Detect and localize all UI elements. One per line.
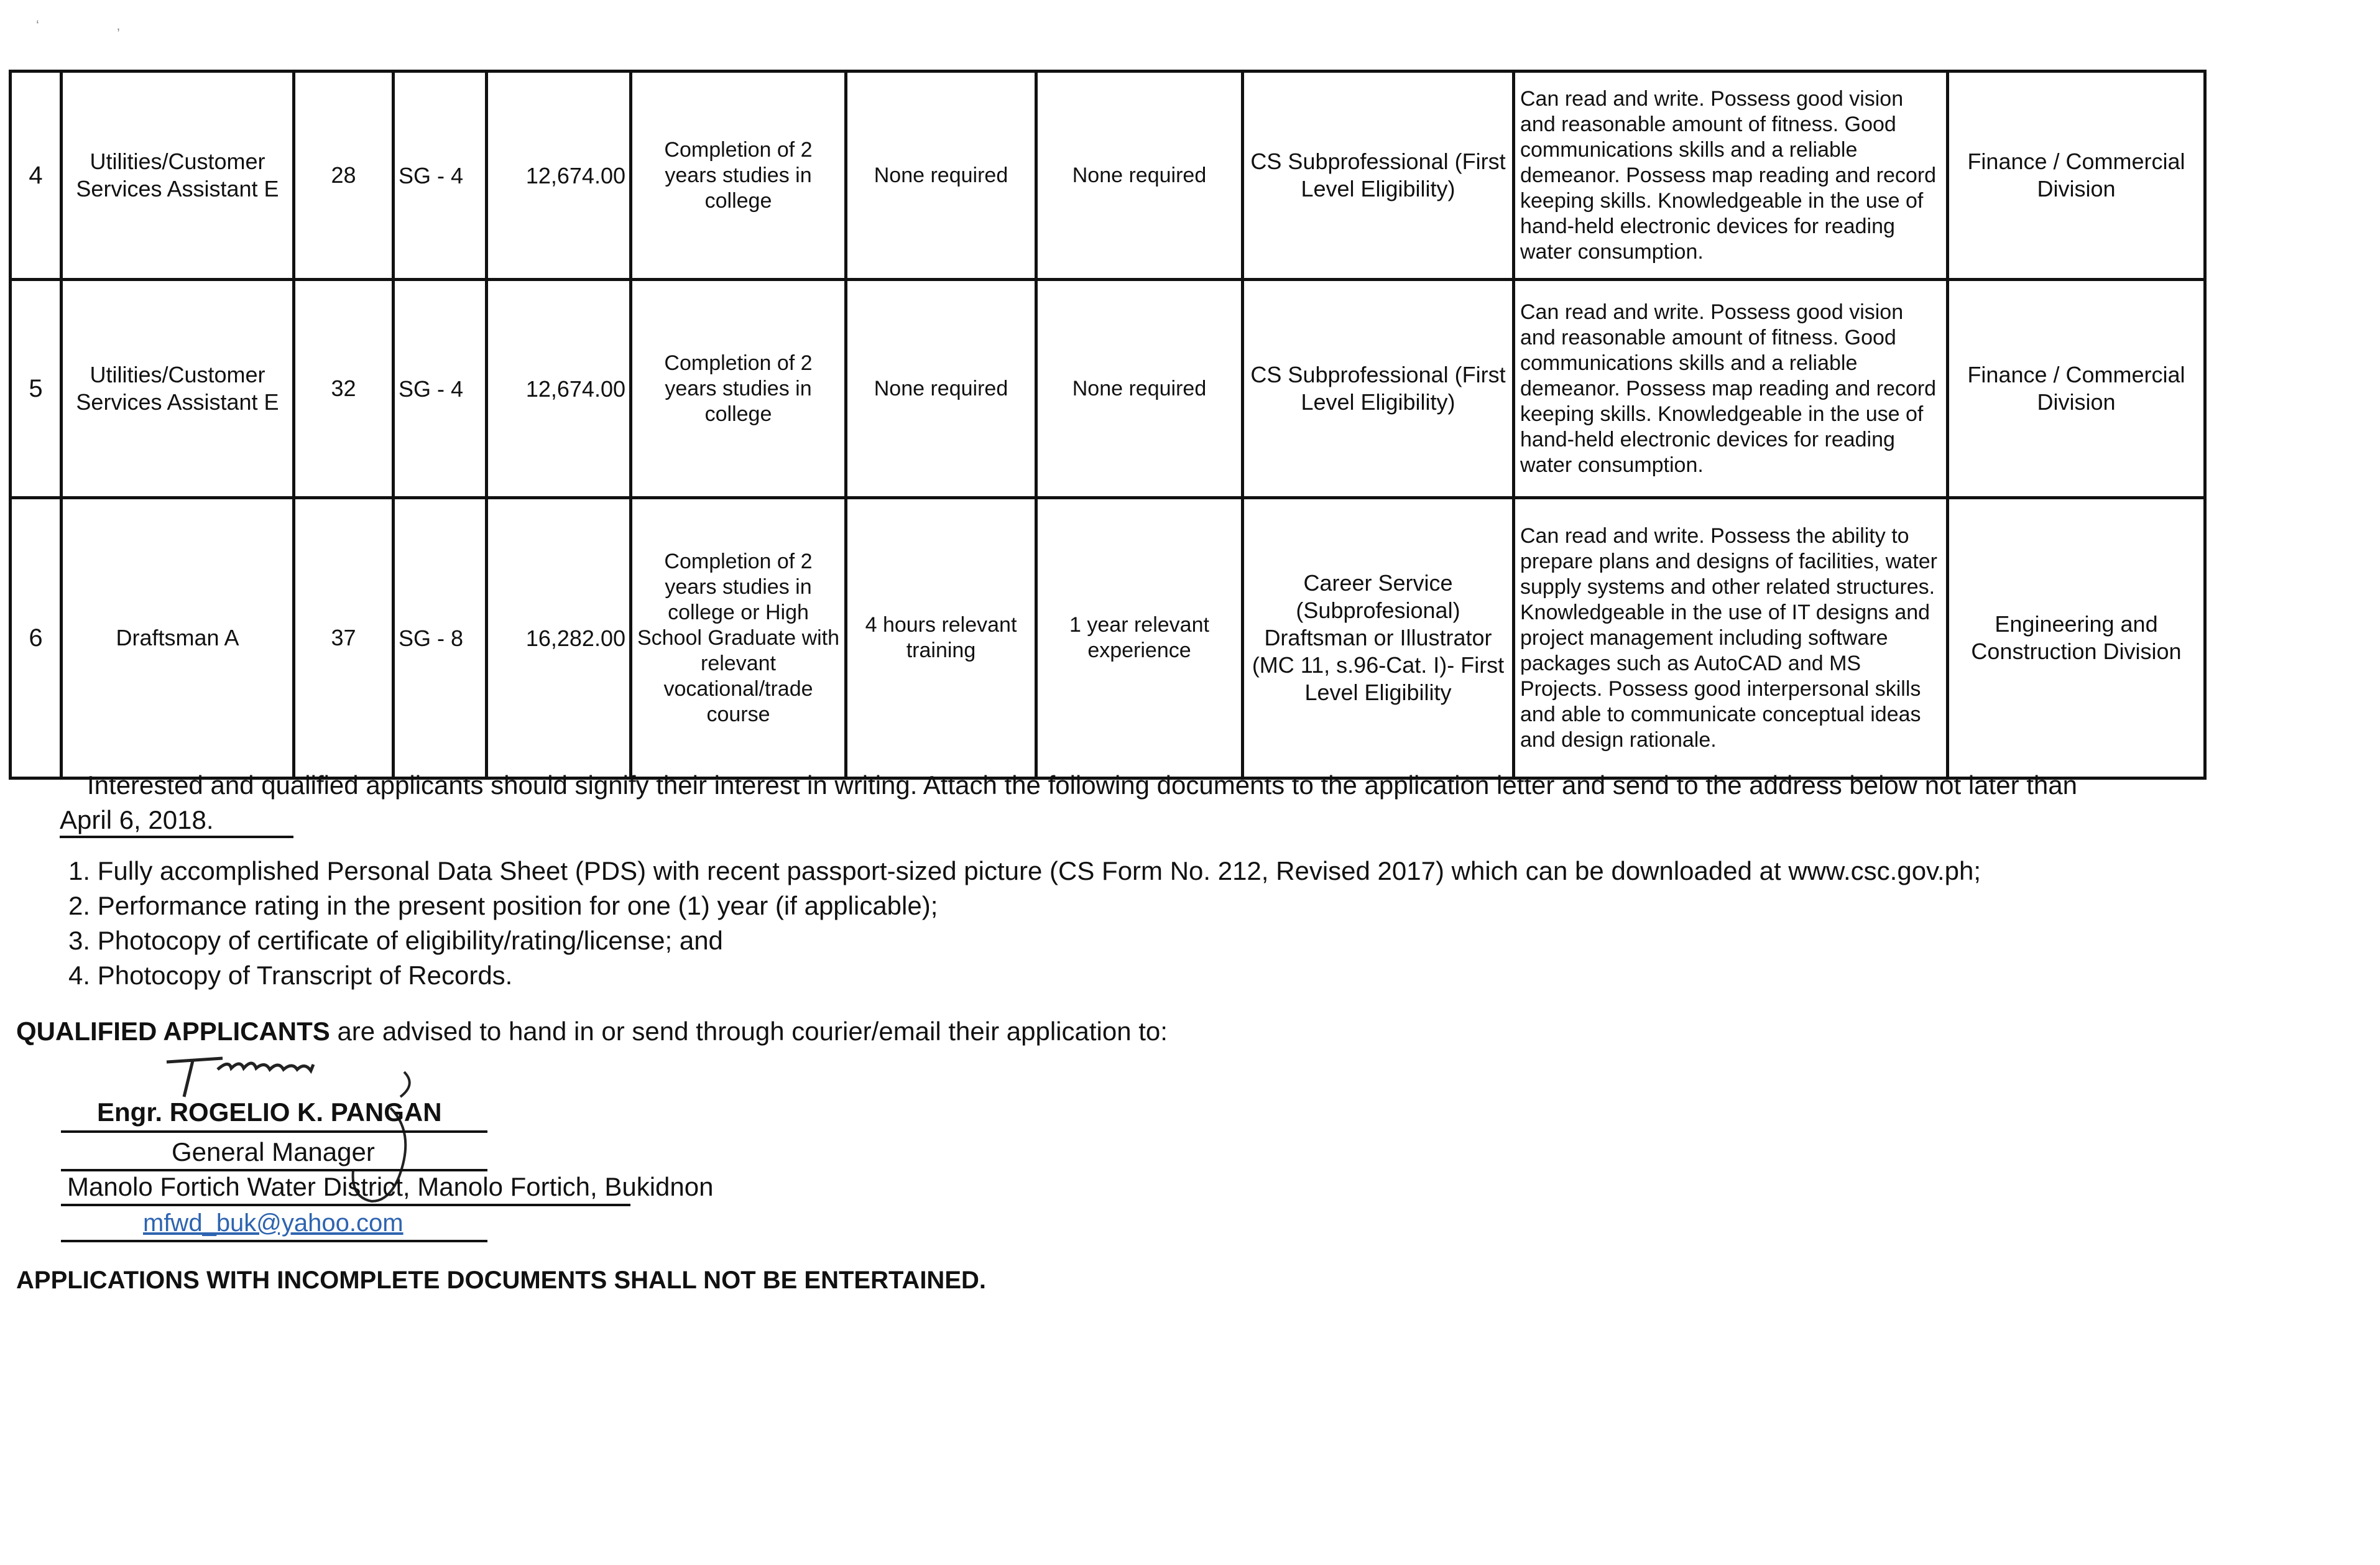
requirement-item: 4. Photocopy of Transcript of Records. [68, 961, 513, 990]
education-requirement: Completion of 2 years studies in college [631, 280, 846, 498]
signatory-office: Manolo Fortich Water District, Manolo Fortich, Bukidnon [67, 1172, 714, 1201]
signatory-title: General Manager [172, 1137, 375, 1166]
notice-text: Interested and qualified applicants should signify their interest in writing. Attach the following documents to the application letter and send to the address below not later than [87, 770, 2077, 800]
advice-line [16, 1016, 1168, 1047]
assigned-division: Finance / Commercial Division [1948, 280, 2205, 498]
salary-grade: SG - 8 [394, 498, 487, 778]
plantilla-item: 37 [294, 498, 394, 778]
divider [61, 1204, 630, 1206]
plantilla-item: 28 [294, 72, 394, 280]
monthly-salary: 12,674.00 [487, 72, 631, 280]
table-row [11, 72, 2205, 280]
divider [61, 1240, 487, 1242]
deadline-date: April 6, 2018. [60, 805, 293, 838]
monthly-salary: 16,282.00 [487, 498, 631, 778]
experience-requirement: None required [1036, 280, 1243, 498]
training-requirement: None required [846, 72, 1036, 280]
experience-requirement: 1 year relevant experience [1036, 498, 1243, 778]
incomplete-documents-warning: APPLICATIONS WITH INCOMPLETE DOCUMENTS SHALL NOT BE ENTERTAINED. [16, 1267, 986, 1294]
training-requirement: None required [846, 280, 1036, 498]
eligibility-requirement: CS Subprofessional (First Level Eligibility) [1243, 72, 1514, 280]
salary-grade: SG - 4 [394, 280, 487, 498]
monthly-salary: 12,674.00 [487, 280, 631, 498]
positions-table [9, 70, 2207, 780]
eligibility-requirement: Career Service (Subprofesional) Draftsman or Illustrator (MC 11, s.96-Cat. I)- First Level Eligibility [1243, 498, 1514, 778]
assigned-division: Finance / Commercial Division [1948, 72, 2205, 280]
competency-description: Can read and write. Possess the ability to prepare plans and designs of facilities, water supply systems and other related structures. Knowledgeable in the use of IT designs and project management including software packages such as AutoCAD and MS Projects. Possess good interpersonal skills and able to communicate conceptual ideas and design rationale. [1514, 498, 1948, 778]
item-number: 6 [11, 498, 62, 778]
plantilla-item: 32 [294, 280, 394, 498]
position-title: Utilities/Customer Services Assistant E [62, 280, 294, 498]
requirement-item: 1. Fully accomplished Personal Data Sheet (PDS) with recent passport-sized picture (CS Form No. 212, Revised 2017) which can be downloaded at www.csc.gov.ph; [68, 856, 1981, 885]
competency-description: Can read and write. Possess good vision and reasonable amount of fitness. Good communications skills and a reliable demeanor. Possess map reading and record keeping skills. Knowledgeable in the use of hand-held electronic devices for reading water consumption. [1514, 72, 1948, 280]
salary-grade: SG - 4 [394, 72, 487, 280]
position-title: Utilities/Customer Services Assistant E [62, 72, 294, 280]
signature-line [61, 1130, 487, 1133]
item-number: 5 [11, 280, 62, 498]
education-requirement: Completion of 2 years studies in college [631, 72, 846, 280]
requirement-item: 2. Performance rating in the present position for one (1) year (if applicable); [68, 891, 938, 920]
training-requirement: 4 hours relevant training [846, 498, 1036, 778]
table-row [11, 280, 2205, 498]
item-number: 4 [11, 72, 62, 280]
education-requirement: Completion of 2 years studies in college or High School Graduate with relevant vocational/trade course [631, 498, 846, 778]
contact-email-link[interactable]: mfwd_buk@yahoo.com [143, 1209, 404, 1237]
advice-emphasis: QUALIFIED APPLICANTS [16, 1017, 330, 1046]
signatory-name: Engr. ROGELIO K. PANGAN [97, 1097, 442, 1127]
scan-mark: ‚ [117, 17, 120, 33]
scan-mark: ‘ [36, 17, 39, 33]
table-row [11, 498, 2205, 778]
requirement-item: 3. Photocopy of certificate of eligibility/rating/license; and [68, 926, 723, 955]
assigned-division: Engineering and Construction Division [1948, 498, 2205, 778]
experience-requirement: None required [1036, 72, 1243, 280]
eligibility-requirement: CS Subprofessional (First Level Eligibility) [1243, 280, 1514, 498]
advice-text: are advised to hand in or send through courier/email their application to: [330, 1017, 1168, 1046]
position-title: Draftsman A [62, 498, 294, 778]
competency-description: Can read and write. Possess good vision and reasonable amount of fitness. Good communications skills and a reliable demeanor. Possess map reading and record keeping skills. Knowledgeable in the use of hand-held electronic devices for reading water consumption. [1514, 280, 1948, 498]
